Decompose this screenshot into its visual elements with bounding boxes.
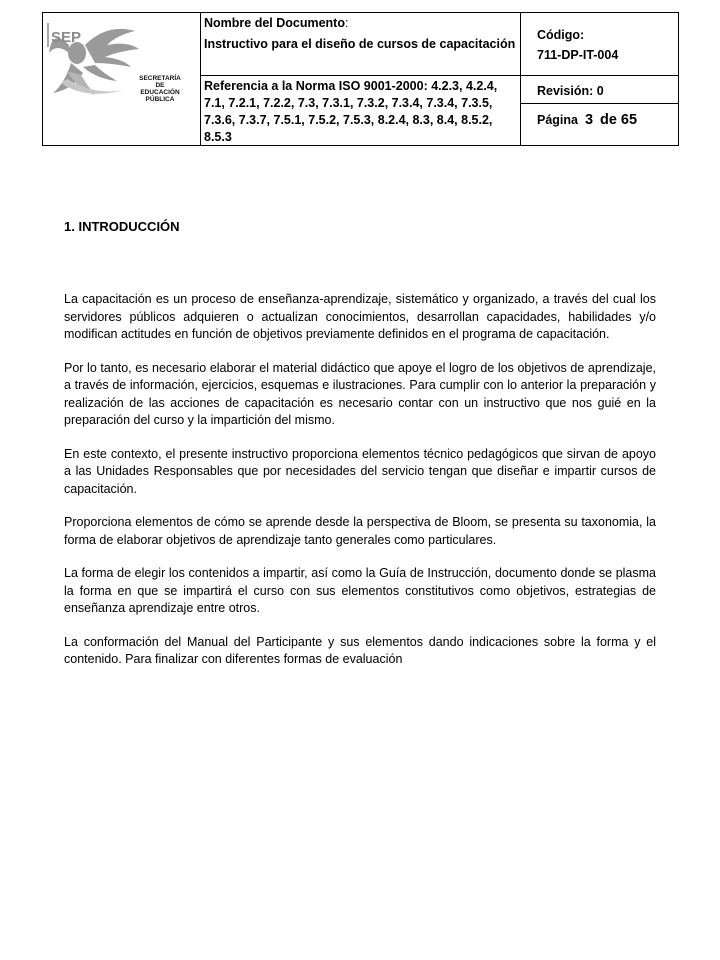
logo-text-line: PÚBLICA bbox=[145, 96, 175, 103]
page-block bbox=[521, 104, 678, 145]
page-number: 3 bbox=[584, 112, 594, 128]
doc-name-colon: : bbox=[345, 16, 349, 30]
document-header-table bbox=[42, 12, 679, 146]
doc-name-label: Nombre del Documento bbox=[204, 16, 345, 30]
code-value: 711-DP-IT-004 bbox=[537, 48, 619, 62]
paragraph: En este contexto, el presente instructivo proporciona elementos técnico pedagógicos que sirvan de apoyo a las Unidades Responsables que por necesidades del servicio tengan que diseñar e impartir cursos de capacitación. bbox=[64, 446, 656, 496]
sep-wordmark bbox=[47, 23, 82, 47]
paragraph: La forma de elegir los contenidos a impartir, así como la Guía de Instrucción, documento donde se plasma la forma en que se impartirá el curso con sus elementos constitutivos como objetivos, estrategias de enseñanza aprendizaje entre otros. bbox=[64, 566, 656, 615]
paragraph: Proporciona elementos de cómo se aprende desde la perspectiva de Bloom, se presenta su taxonomia, la forma de elaborar objetivos de aprendizaje tanto generales como particulares. bbox=[64, 515, 656, 547]
paragraph-list bbox=[64, 291, 656, 669]
sep-abbr: SEP bbox=[51, 29, 82, 46]
doc-name-label-row bbox=[204, 15, 517, 31]
document-name-block bbox=[201, 13, 520, 76]
logo-text-line: EDUCACIÓN bbox=[140, 89, 180, 96]
page-label: Página bbox=[537, 113, 578, 127]
iso-reference: Referencia a la Norma ISO 9001-2000: 4.2.3, 4.2.4, 7.1, 7.2.1, 7.2.2, 7.3, 7.3.1, 7.3.2, 7.3.4, 7.3.4, 7.3.5, 7.3.6, 7.3.7, 7.5.1, 7.5.2, 7.5.3, 8.2.4, 8.3, 8.4, 8.5.2, 8.5.3 bbox=[204, 79, 498, 144]
section-title: 1. INTRODUCCIÓN bbox=[64, 219, 180, 234]
page-total: de 65 bbox=[599, 112, 638, 128]
document-title: Instructivo para el diseño de cursos de capacitación bbox=[204, 37, 516, 51]
revision-block bbox=[521, 76, 678, 104]
iso-reference-block bbox=[201, 76, 520, 145]
logo-text-line: SECRETARÍA DE bbox=[139, 75, 181, 89]
main-content bbox=[64, 218, 656, 685]
paragraph: La conformación del Manual del Participante y sus elementos dando indicaciones sobre la forma y el contenido. Para finalizar con diferentes formas de evaluación bbox=[64, 634, 656, 666]
logo-cell bbox=[43, 13, 201, 145]
paragraph: La capacitación es un proceso de enseñanza-aprendizaje, sistemático y organizado, a través del cual los servidores públicos adquieren o actualizan conocimientos, desarrollan capacidades, habilidades y/o modifican actitudes en función de objetivos previamente definidos en el programa de capacitación. bbox=[64, 292, 656, 341]
logo-text bbox=[136, 75, 184, 103]
revision: Revisión: 0 bbox=[537, 84, 604, 98]
document-info-cell bbox=[201, 13, 521, 145]
document-control-cell bbox=[521, 13, 678, 145]
code-label: Código: bbox=[537, 28, 585, 42]
page-indicator bbox=[537, 110, 662, 130]
paragraph: Por lo tanto, es necesario elaborar el material didáctico que apoye el logro de los objetivos de aprendizaje, a través de información, ejercicios, esquemas e ilustraciones. Para cumplir con lo anterior la preparación y realización de las acciones de capacitación es necesario contar con un instructivo que nos guié en la preparación del curso y la impartición del mismo. bbox=[64, 360, 656, 427]
code-block bbox=[521, 13, 678, 76]
